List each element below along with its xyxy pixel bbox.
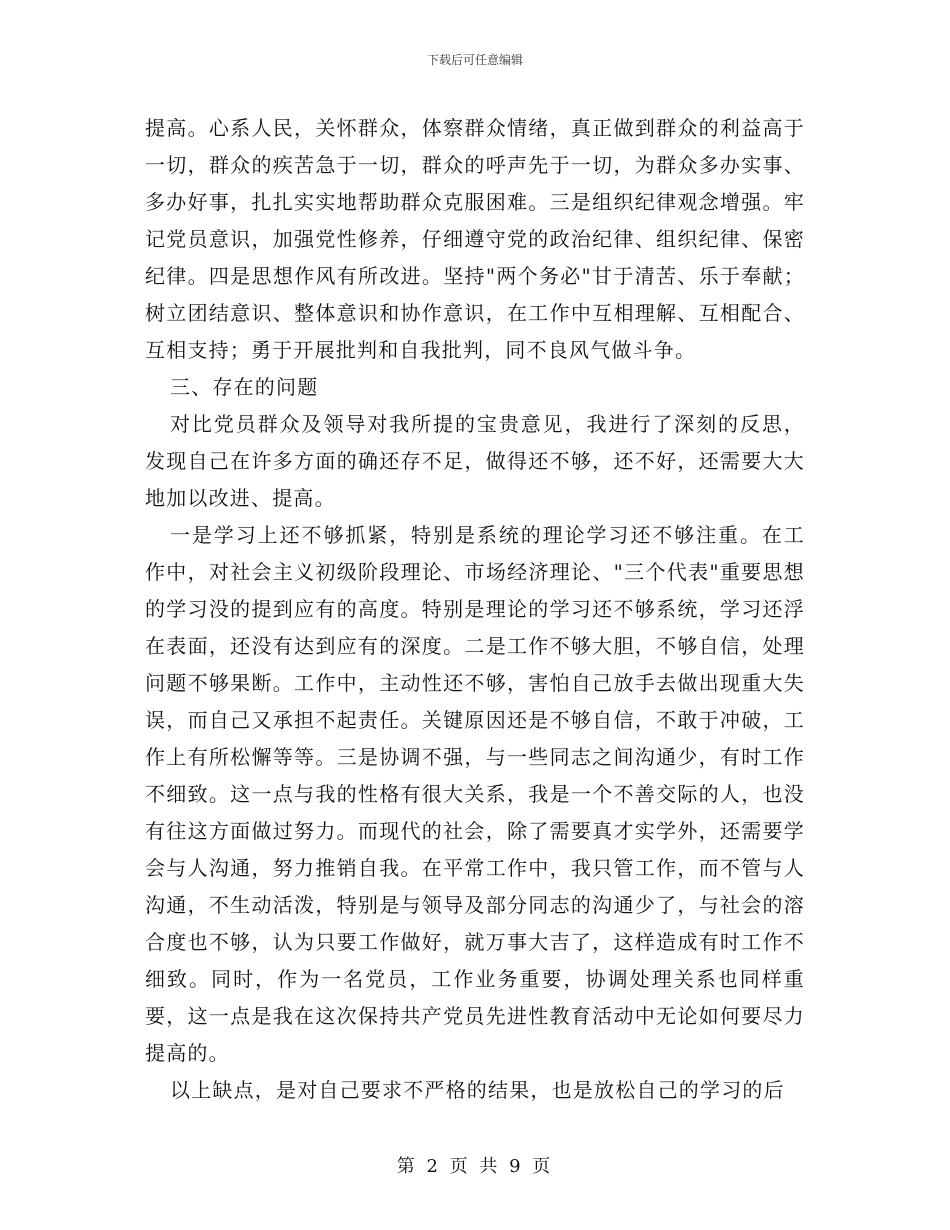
section-heading: 三、存在的问题 [170,375,319,399]
document-body [145,110,805,1109]
paragraph: 对比党员群众及领导对我所提的宝贵意见，我进行了深刻的反思，发现自己在许多方面的确还存不足，做得还不够，还不好，还需要大大地加以改进、提高。 [145,412,805,510]
paragraph: 提高。心系人民，关怀群众，体察群众情绪，真正做到群众的利益高于一切，群众的疾苦急于一切，群众的呼声先于一切，为群众多办实事、多办好事，扎扎实实地帮助群众克服困难。三是组织纪律观念增强。牢记党员意识，加强党性修养，仔细遵守党的政治纪律、组织纪律、保密纪律。四是思想作风有所改进。坚持"两个务必"甘于清苦、乐于奉献；树立团结意识、整体意识和协作意识，在工作中互相理解、互相配合、互相支持；勇于开展批判和自我批判，同不良风气做斗争。 [145,116,805,362]
paragraph: 以上缺点，是对自己要求不严格的结果，也是放松自己的学习的后 [170,1078,785,1102]
paragraph: 一是学习上还不够抓紧，特别是系统的理论学习还不够注重。在工作中，对社会主义初级阶段理论、市场经济理论、"三个代表"重要思想的学习没的提到应有的高度。特别是理论的学习还不够系统，学习还浮在表面，还没有达到应有的深度。二是工作不够大胆，不够自信，处理问题不够果断。工作中，主动性还不够，害怕自己放手去做出现重大失误，而自己又承担不起责任。关键原因还是不够自信，不敢于冲破，工作上有所松懈等等。三是协调不强，与一些同志之间沟通少，有时工作不细致。这一点与我的性格有很大关系，我是一个不善交际的人，也没有往这方面做过努力。而现代的社会，除了需要真才实学外，还需要学会与人沟通，努力推销自我。在平常工作中，我只管工作，而不管与人沟通，不生动活泼，特别是与领导及部分同志的沟通少了，与社会的溶合度也不够，认为只要工作做好，就万事大吉了，这样造成有时工作不细致。同时，作为一名党员，工作业务重要，协调处理关系也同样重要，这一点是我在这次保持共产党员先进性教育活动中无论如何要尽力提高的。 [145,523,805,1065]
page-header: 下载后可任意编辑 [426,53,523,67]
page-number: 第 2 页 共 9 页 [396,1156,554,1177]
